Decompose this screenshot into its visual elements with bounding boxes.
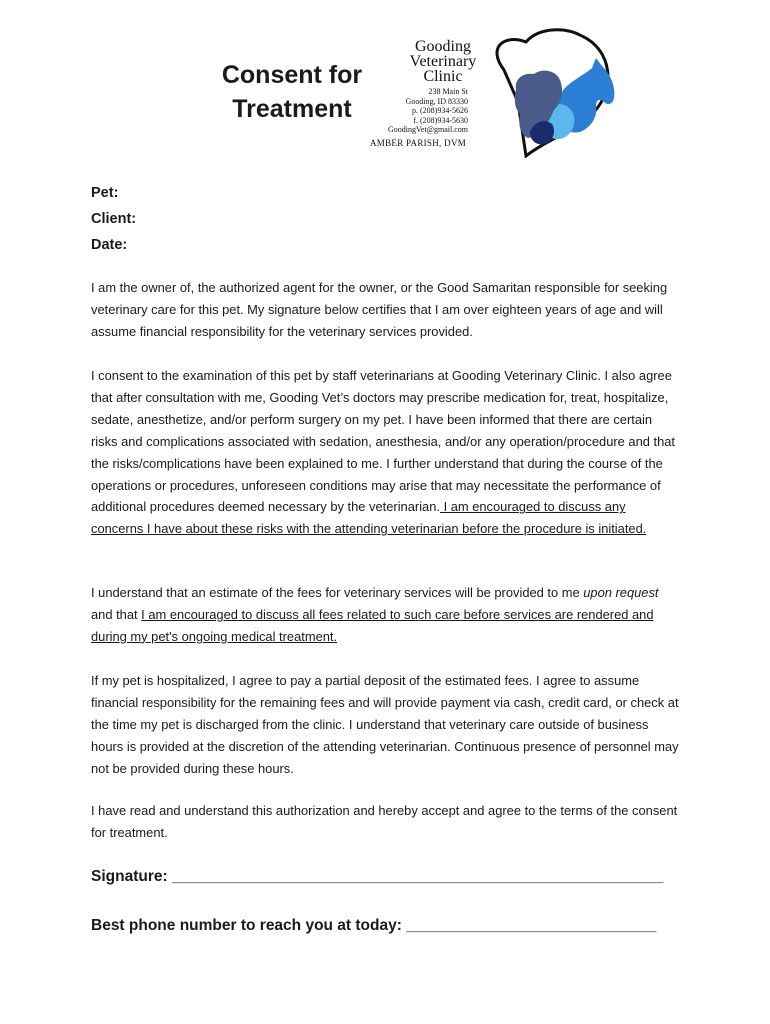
phone-number-line: Best phone number to reach you at today: _____________________________ bbox=[91, 917, 657, 934]
consent-text: I consent to the examination of this pet by staff veterinarians at Gooding Veterinary Clinic. I also agree that after consultation with me, Gooding Vet’s doctors may prescribe medication for, treat, hospitalize, sedate, anesthetize, and/or perform surgery on my pet. I have been informed that there are certain risks and complications associated with sedation, anesthesia, and/or any operation/procedure and that the risks/complications have been explained to me. I further understand that during the course of the operations or procedures, unforeseen conditions may arise that may necessitate the performance of additional procedures deemed necessary by the veterinarian. bbox=[91, 368, 676, 515]
consent-underlined-text: I am encouraged to discuss any concerns I have about these risks with the attending veterinarian before the procedure is initiated. bbox=[91, 499, 647, 537]
paragraph-agreement: I have read and understand this authorization and hereby accept and agree to the terms of the consent for treatment. bbox=[91, 803, 678, 840]
paragraph-fees bbox=[91, 582, 681, 648]
client-field: Client: bbox=[91, 211, 137, 227]
address-fax: f. (208)934-5630 bbox=[413, 115, 468, 125]
paragraph-ownership: I am the owner of, the authorized agent for the owner, or the Good Samaritan responsible for seeking veterinary care for this pet. My signature below certifies that I am over eighteen years of age and will assume financial responsibility for the veterinary services provided. bbox=[91, 280, 668, 339]
address-phone: p. (208)934-5626 bbox=[412, 106, 468, 115]
address-street: 238 Main St bbox=[428, 87, 468, 96]
pet-field: Pet: bbox=[91, 185, 119, 201]
fees-text-start: I understand that an estimate of the fees for veterinary services will be provided to me bbox=[91, 585, 584, 600]
title-line-1: Consent for bbox=[221, 61, 363, 89]
address-city: Gooding, ID 83330 bbox=[405, 96, 468, 106]
signature-line: Signature: _________________________________________________________ bbox=[91, 868, 664, 885]
paragraph-hospitalization: If my pet is hospitalized, I agree to pay a partial deposit of the estimated fees. I agree to assume financial responsibility for the remaining fees and will provide payment via cash, credit card, or check at the time my pet is discharged from the clinic. I understand that veterinary care outside of business hours is provided at the discretion of the attending veterinarian. Continuous presence of personnel may not be provided during these hours. bbox=[91, 673, 679, 776]
clinic-name-line-1: Gooding bbox=[415, 38, 471, 55]
clinic-name-line-3: Clinic bbox=[423, 68, 463, 85]
document-title bbox=[212, 58, 372, 126]
patient-fields bbox=[91, 180, 136, 258]
clinic-logo bbox=[368, 28, 618, 158]
clinic-name-line-2: Veterinary bbox=[409, 53, 477, 70]
paragraph-consent bbox=[91, 365, 681, 540]
fees-text-mid: and that bbox=[91, 606, 142, 622]
date-field: Date: bbox=[91, 237, 128, 253]
clinic-name bbox=[388, 39, 498, 84]
title-line-2: Treatment bbox=[232, 95, 352, 123]
address-email: GoodingVet@gmail.com bbox=[387, 125, 468, 134]
fees-italic-text: upon request bbox=[583, 585, 659, 600]
doctor-name: AMBER PARISH, DVM bbox=[370, 138, 467, 148]
fees-underlined-text: I am encouraged to discuss all fees related to such care before services are rendered and during my pet's ongoing medical treatment. bbox=[91, 606, 654, 644]
clinic-address bbox=[388, 87, 468, 135]
